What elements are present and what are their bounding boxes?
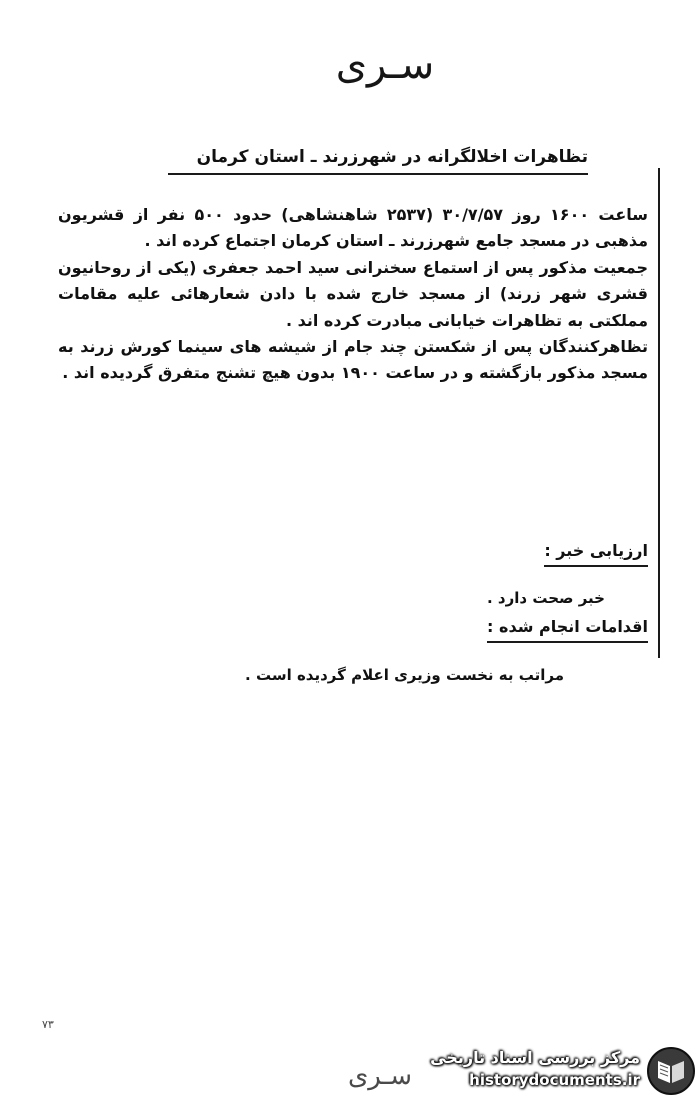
margin-rule <box>658 168 660 658</box>
margin-mark: ۷۳ <box>42 1018 54 1031</box>
document-body <box>58 202 648 387</box>
classification-header: سـری <box>335 42 435 88</box>
body-paragraph: ساعت ۱۶۰۰ روز ۳۰/۷/۵۷ (۲۵۳۷ شاهنشاهی) حدود ۵۰۰ نفر از قشریون مذهبی در مسجد جامع شهرزرند ـ استان کرمان اجتماع کرده اند . <box>58 205 649 251</box>
body-paragraph: تظاهرکنندگان پس از شکستن چند جام از شیشه های سینما کورش زرند به مسجد مذکور بازگشته و در ساعت ۱۹۰۰ بدون هیچ تشنج متفرق گردیده اند . <box>58 337 648 383</box>
book-logo-icon <box>646 1046 696 1096</box>
actions-section <box>448 614 648 643</box>
archive-watermark <box>405 1046 698 1096</box>
classification-footer: سـری <box>347 1061 413 1091</box>
assessment-text: خبر صحت دارد . <box>487 589 605 607</box>
assessment-label: ارزیابی خبر : <box>544 538 648 567</box>
body-paragraph: جمعیت مذکور پس از استماع سخنرانی سید احمد جعفری (یکی از روحانیون قشری شهر زرند) از مسجد خارج شده با دادن شعارهائی علیه مقامات مملکتی به تظاهرات خیابانی مبادرت کرده اند . <box>58 257 648 330</box>
actions-label: اقدامات انجام شده : <box>487 614 648 643</box>
assessment-section <box>448 538 648 567</box>
actions-text: مراتب به نخست وزیری اعلام گردیده است . <box>245 666 564 684</box>
watermark-text <box>410 1046 640 1090</box>
document-subject: تظاهرات اخلالگرانه در شهرزرند ـ استان کرمان <box>168 143 588 175</box>
watermark-organization: مرکز بررسی اسناد تاریخی <box>430 1048 640 1067</box>
watermark-url: historydocuments.ir <box>469 1071 640 1089</box>
